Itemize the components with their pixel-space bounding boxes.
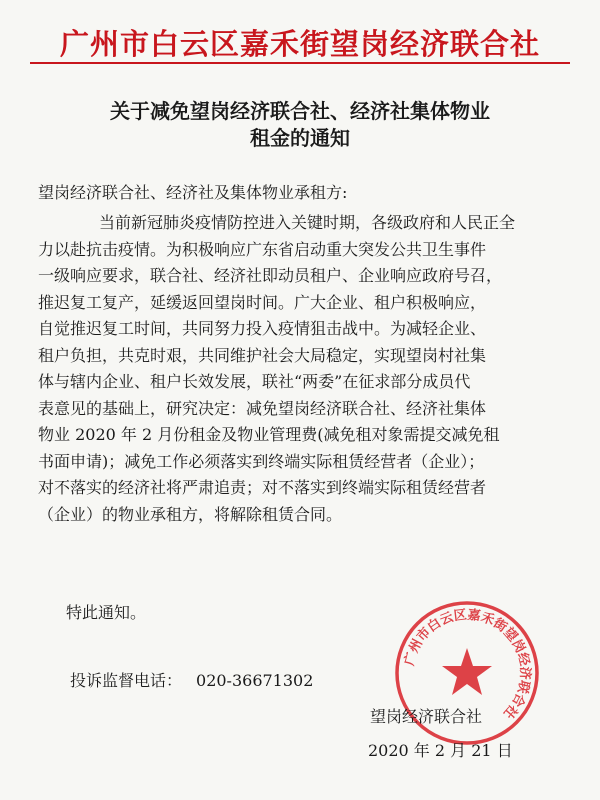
body-line: 租户负担，共克时艰，共同维护社会大局稳定，实现望岗村社集 [38,345,487,365]
letterhead-divider [30,62,570,64]
notice-title [40,98,560,152]
body-line: 推迟复工复产，延缓返回望岗时间。广大企业、租户积极响应， [38,292,487,312]
body-line: 力以赴抗击疫情。为积极响应广东省启动重大突发公共卫生事件 [38,239,487,259]
body-line: （企业）的物业承租方，将解除租赁合同。 [38,504,343,524]
organization-letterhead: 广州市白云区嘉禾街望岗经济联合社 [59,27,540,61]
seal-star-icon [442,648,492,695]
body-line: 对不落实的经济社将严肃追责；对不落实到终端实际租赁经营者 [38,478,487,497]
salutation: 望岗经济联合社、经济社及集体物业承租方: [38,183,348,202]
body-line: 一级响应要求，联合社、经济社即动员租户、企业响应政府号召， [38,266,503,285]
body-line: 表意见的基础上，研究决定：减免望岗经济联合社、经济社集体 [38,398,487,418]
hotline-label: 投诉监督电话： [70,671,183,690]
notice-body [38,210,568,528]
body-line: 物业 2020 年 2 月份租金及物业管理费(减免租对象需提交减免租 [38,425,500,444]
title-line-2: 租金的通知 [250,126,350,150]
seal-arc-text: 广州市白云区嘉禾街望岗经济联合社 [402,607,533,722]
signing-organization: 望岗经济联合社 [370,707,483,726]
hotline-number: 020-36671302 [196,671,314,690]
closing-remark: 特此通知。 [66,603,147,622]
complaint-hotline [70,668,313,691]
body-line: 自觉推迟复工时间，共同努力投入疫情狙击战中。为减轻企业、 [38,319,487,338]
title-line-1: 关于减免望岗经济联合社、经济社集体物业 [110,99,490,123]
body-line: 当前新冠肺炎疫情防控进入关键时期，各级政府和人民正全 [99,213,516,232]
body-line: 书面申请)；减免工作必须落实到终端实际租赁经营者（企业）； [38,451,485,471]
signing-date: 2020 年 2 月 21 日 [368,741,513,760]
body-line: 体与辖内企业、租户长效发展，联社“两委”在征求部分成员代 [38,372,471,391]
